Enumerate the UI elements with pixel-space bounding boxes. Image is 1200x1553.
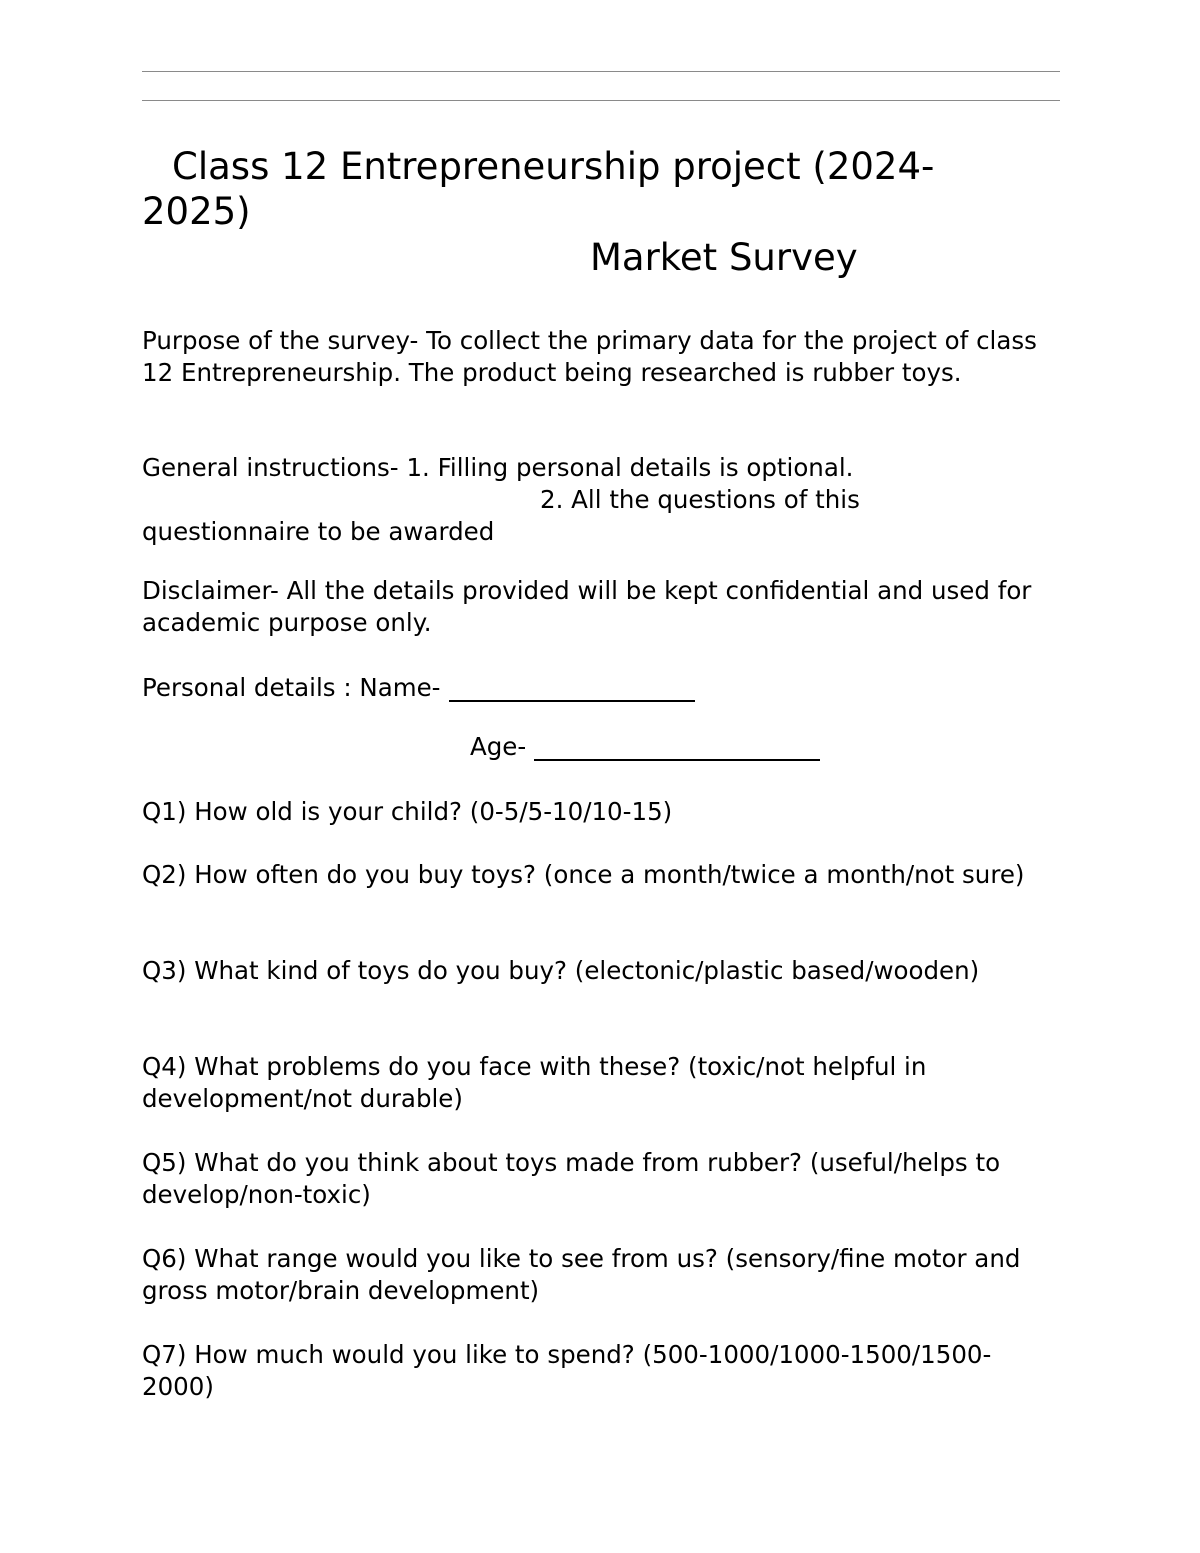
document-subtitle: Market Survey bbox=[590, 236, 858, 279]
question-6: Q6) What range would you like to see from us? (sensory/fine motor and gross motor/brain development) bbox=[142, 1244, 1021, 1305]
general-instructions-line-2: 2. All the questions of this bbox=[540, 485, 860, 514]
question-2: Q2) How often do you buy toys? (once a month/twice a month/not sure) bbox=[142, 860, 1025, 889]
personal-details-label: Personal details : Name- bbox=[142, 673, 441, 702]
age-row bbox=[470, 731, 820, 763]
name-blank-line[interactable] bbox=[449, 700, 695, 702]
age-blank-line[interactable] bbox=[534, 759, 820, 761]
question-4: Q4) What problems do you face with these? (toxic/not helpful in development/not durable) bbox=[142, 1052, 927, 1113]
title-line-2: 2025) bbox=[142, 190, 251, 233]
header-rule-top bbox=[142, 71, 1060, 72]
personal-details-row bbox=[142, 672, 695, 704]
disclaimer-paragraph: Disclaimer- All the details provided will be kept confidential and used for academic purpose only. bbox=[142, 576, 1032, 637]
question-3: Q3) What kind of toys do you buy? (electonic/plastic based/wooden) bbox=[142, 956, 980, 985]
document-title bbox=[142, 144, 1042, 234]
question-7: Q7) How much would you like to spend? (500-1000/1000-1500/1500-2000) bbox=[142, 1340, 992, 1401]
question-1: Q1) How old is your child? (0-5/5-10/10-15) bbox=[142, 797, 673, 826]
purpose-paragraph: Purpose of the survey- To collect the primary data for the project of class 12 Entrepreneurship. The product being researched is rubber toys. bbox=[142, 326, 1037, 387]
age-label: Age- bbox=[470, 732, 527, 761]
general-instructions-line-1: General instructions- 1. Filling personal details is optional. bbox=[142, 453, 854, 482]
header-rule-bottom bbox=[142, 100, 1060, 101]
title-line-1: Class 12 Entrepreneurship project (2024- bbox=[172, 145, 935, 188]
question-5: Q5) What do you think about toys made from rubber? (useful/helps to develop/non-toxic) bbox=[142, 1148, 1001, 1209]
general-instructions-line-3: questionnaire to be awarded bbox=[142, 517, 495, 546]
